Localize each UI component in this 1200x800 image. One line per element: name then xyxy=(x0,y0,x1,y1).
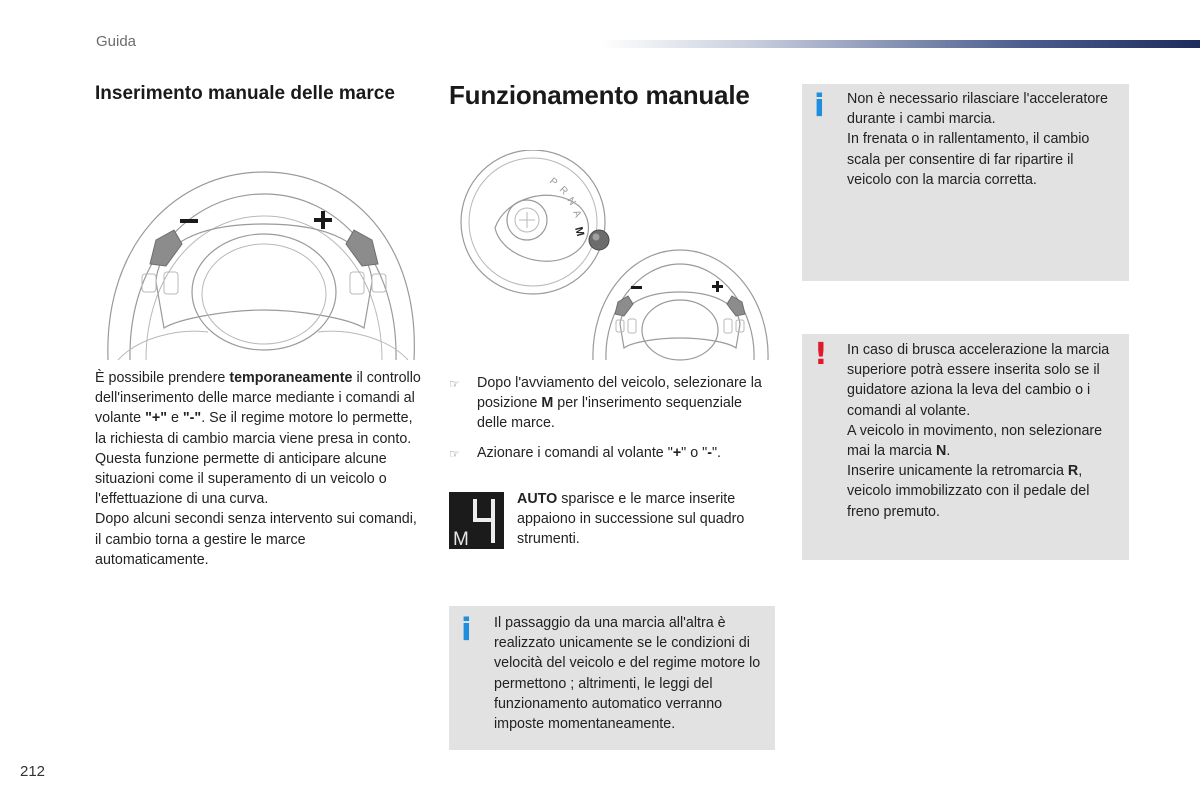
minus-paddle-icon xyxy=(180,219,198,223)
auto-note: AUTO sparisce e le marce inserite appaiono in successione sul quadro strumenti. xyxy=(517,491,745,548)
instruction-bullet-2 xyxy=(449,443,774,463)
info-icon: i xyxy=(814,88,825,124)
selector-letter-r: R xyxy=(556,184,570,198)
pointer-hand-icon: ☞ xyxy=(449,377,460,391)
header-gradient-bar xyxy=(600,40,1200,48)
left-section-title: Inserimento manuale delle marce xyxy=(95,83,395,104)
minus-paddle-small-icon xyxy=(631,286,642,289)
left-paragraph: È possibile prendere temporaneamente il controllo dell'inserimento delle marce mediante i comandi al volante "+" e "-". Se il regime motore lo permette, la richiesta di cambio marcia viene presa in conto. Questa funzione permette di anticipare alcune situazioni come il superamento di un veicolo o l'effettuazione di una curva. Dopo alcuni secondi senza intervento sui comandi, il cambio torna a gestire le marce automaticamente. xyxy=(95,370,421,568)
warning-icon: ! xyxy=(814,337,828,372)
header-section-label: Guida xyxy=(96,33,137,50)
steering-wheel-small-illustration xyxy=(588,244,773,362)
steering-wheel-paddles-illustration xyxy=(98,132,418,364)
info-box-text: Non è necessario rilasciare l'acceleratore durante i cambi marcia. In frenata o in rallentamento, il cambio scala per consentire di far ripartire il veicolo con la marcia corretta. xyxy=(847,91,1108,188)
info-box-accelerator xyxy=(802,84,1129,281)
selector-letter-a: A xyxy=(570,208,584,220)
pointer-hand-icon: ☞ xyxy=(449,447,460,461)
warning-box-text: In caso di brusca accelerazione la marcia superiore potrà essere inserita solo se il guidatore aziona la leva del cambio o i comandi al volante. A veicolo in movimento, non selezionare mai la marcia N. Inserire unicamente la retromarcia R, veicolo immobilizzato con il pedale del freno premuto. xyxy=(847,342,1110,520)
main-section-title: Funzionamento manuale xyxy=(449,80,750,110)
info-icon: i xyxy=(461,612,472,648)
display-mode-letter: M xyxy=(453,529,469,549)
bullet-2-text: Azionare i comandi al volante "+" o "-". xyxy=(477,445,722,461)
selector-letter-p: P xyxy=(547,175,560,189)
info-box-gear-change xyxy=(449,606,775,750)
instruction-bullet-1 xyxy=(449,373,774,434)
page-number: 212 xyxy=(20,763,46,780)
selector-letter-n: N xyxy=(564,195,578,208)
info-box-text: Il passaggio da una marcia all'altra è realizzato unicamente se le condizioni di velocità del veicolo e del regime motore lo permettono ; altrimenti, le leggi del funzionamento automatico verranno imposte momentaneamente. xyxy=(494,615,761,733)
warning-box-acceleration xyxy=(802,334,1129,560)
bullet-1-text: Dopo l'avviamento del veicolo, selezionare la posizione M per l'inserimento sequenziale delle marce. xyxy=(477,375,762,432)
selector-letter-m: M xyxy=(572,225,587,238)
instrument-display-gear-icon xyxy=(449,492,504,549)
